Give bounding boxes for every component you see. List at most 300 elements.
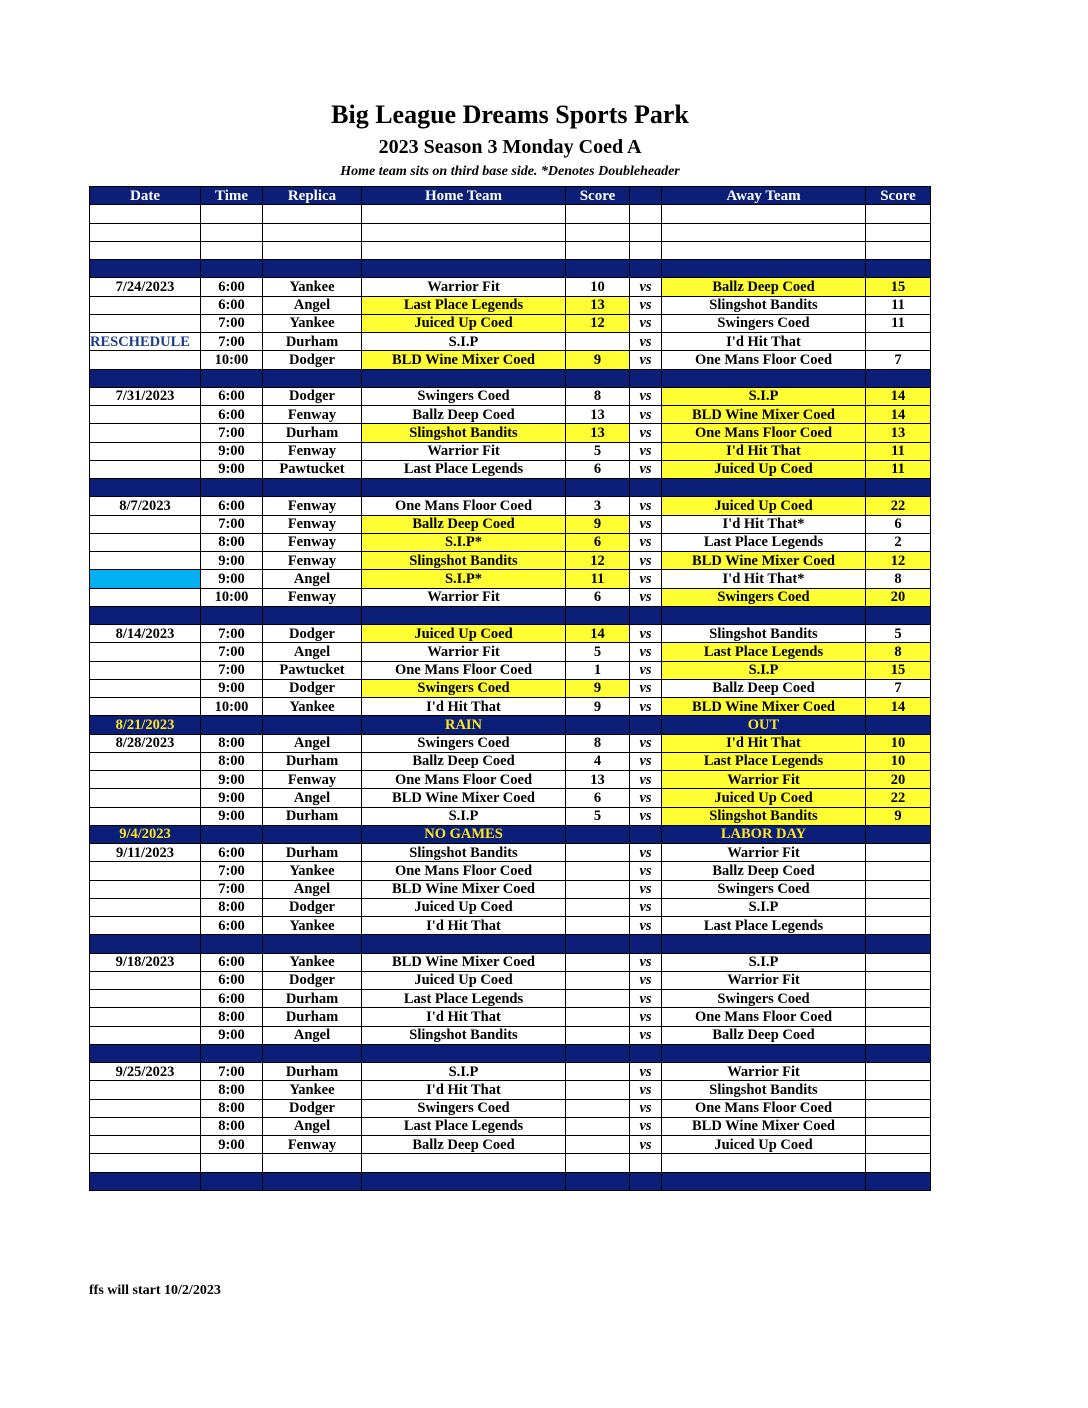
home-team-cell: Ballz Deep Coed (362, 515, 566, 533)
game-row (90, 570, 931, 588)
vs-cell: vs (630, 1026, 662, 1044)
away-score-cell: 8 (866, 643, 931, 661)
replica-cell: Dodger (263, 1099, 362, 1117)
home-team-cell: S.I.P* (362, 570, 566, 588)
away-team-cell: S.I.P (662, 387, 866, 405)
vs-cell: vs (630, 661, 662, 679)
home-score-cell (566, 1008, 630, 1026)
banner-away: OUT (662, 716, 866, 734)
away-score-cell (866, 1026, 931, 1044)
home-score-cell: 5 (566, 643, 630, 661)
away-score-cell (866, 953, 931, 971)
away-score-cell (866, 1117, 931, 1135)
empty-cell (866, 825, 931, 843)
game-row (90, 351, 931, 369)
week-separator-row (90, 606, 931, 624)
empty-cell (630, 260, 662, 278)
vs-cell: vs (630, 1136, 662, 1154)
empty-cell (90, 369, 201, 387)
home-score-cell: 11 (566, 570, 630, 588)
empty-cell (662, 369, 866, 387)
away-score-cell: 7 (866, 351, 931, 369)
game-row (90, 953, 931, 971)
home-team-cell: BLD Wine Mixer Coed (362, 953, 566, 971)
away-team-cell: Last Place Legends (662, 752, 866, 770)
away-score-cell (866, 1081, 931, 1099)
date-cell: 9/18/2023 (90, 953, 201, 971)
vs-cell: vs (630, 807, 662, 825)
empty-cell (662, 223, 866, 241)
time-cell: 7:00 (201, 625, 263, 643)
empty-cell (866, 223, 931, 241)
away-score-cell (866, 844, 931, 862)
away-team-cell: One Mans Floor Coed (662, 1099, 866, 1117)
game-row (90, 752, 931, 770)
vs-cell: vs (630, 570, 662, 588)
vs-cell: vs (630, 442, 662, 460)
page-title: Big League Dreams Sports Park (331, 100, 689, 129)
date-cell (90, 1136, 201, 1154)
away-score-cell (866, 898, 931, 916)
home-team-cell: One Mans Floor Coed (362, 862, 566, 880)
home-score-cell: 6 (566, 533, 630, 551)
away-team-cell: Swingers Coed (662, 588, 866, 606)
home-score-cell: 6 (566, 460, 630, 478)
vs-cell: vs (630, 789, 662, 807)
vs-cell: vs (630, 588, 662, 606)
home-score-cell: 9 (566, 679, 630, 697)
home-team-cell: S.I.P (362, 1063, 566, 1081)
home-team-cell: Warrior Fit (362, 442, 566, 460)
game-row (90, 1099, 931, 1117)
home-team-cell: One Mans Floor Coed (362, 497, 566, 515)
replica-cell: Yankee (263, 917, 362, 935)
blank-row (90, 1154, 931, 1172)
empty-cell (866, 606, 931, 624)
home-team-cell: S.I.P (362, 333, 566, 351)
away-score-cell: 15 (866, 278, 931, 296)
vs-cell: vs (630, 314, 662, 332)
home-score-cell: 9 (566, 698, 630, 716)
home-team-cell: Slingshot Bandits (362, 424, 566, 442)
banner-date: 8/21/2023 (90, 716, 201, 734)
replica-cell: Dodger (263, 351, 362, 369)
time-cell: 10:00 (201, 351, 263, 369)
replica-cell: Fenway (263, 588, 362, 606)
vs-cell: vs (630, 771, 662, 789)
away-team-cell: Slingshot Bandits (662, 807, 866, 825)
date-cell (90, 990, 201, 1008)
away-score-cell: 10 (866, 734, 931, 752)
away-score-cell: 11 (866, 296, 931, 314)
home-team-cell: Juiced Up Coed (362, 625, 566, 643)
replica-cell: Yankee (263, 278, 362, 296)
date-cell: 9/25/2023 (90, 1063, 201, 1081)
game-row (90, 442, 931, 460)
home-team-cell: One Mans Floor Coed (362, 661, 566, 679)
empty-cell (90, 241, 201, 259)
away-team-cell: One Mans Floor Coed (662, 424, 866, 442)
date-cell: 8/28/2023 (90, 734, 201, 752)
blank-row (90, 241, 931, 259)
header-replica: Replica (263, 187, 362, 205)
home-score-cell: 12 (566, 552, 630, 570)
header-away-score: Score (866, 187, 931, 205)
home-score-cell (566, 333, 630, 351)
home-team-cell: Last Place Legends (362, 990, 566, 1008)
empty-cell (263, 205, 362, 223)
date-cell (90, 296, 201, 314)
away-team-cell: Swingers Coed (662, 990, 866, 1008)
empty-cell (630, 369, 662, 387)
blank-row (90, 205, 931, 223)
empty-cell (566, 825, 630, 843)
vs-cell: vs (630, 880, 662, 898)
game-row (90, 296, 931, 314)
date-cell (90, 1026, 201, 1044)
home-score-cell: 9 (566, 515, 630, 533)
home-score-cell: 8 (566, 387, 630, 405)
away-team-cell: Warrior Fit (662, 1063, 866, 1081)
time-cell: 7:00 (201, 424, 263, 442)
away-score-cell: 15 (866, 661, 931, 679)
game-row (90, 1026, 931, 1044)
empty-cell (362, 606, 566, 624)
away-score-cell (866, 1099, 931, 1117)
replica-cell: Fenway (263, 515, 362, 533)
empty-cell (362, 1044, 566, 1062)
game-row (90, 1008, 931, 1026)
empty-cell (90, 260, 201, 278)
away-score-cell: 11 (866, 442, 931, 460)
empty-cell (566, 606, 630, 624)
home-team-cell: Last Place Legends (362, 296, 566, 314)
home-team-cell: Last Place Legends (362, 1117, 566, 1135)
empty-cell (201, 223, 263, 241)
empty-cell (362, 260, 566, 278)
away-team-cell: Slingshot Bandits (662, 296, 866, 314)
time-cell: 6:00 (201, 844, 263, 862)
date-cell: 7/24/2023 (90, 278, 201, 296)
replica-cell: Durham (263, 424, 362, 442)
away-score-cell: 9 (866, 807, 931, 825)
empty-cell (201, 260, 263, 278)
time-cell: 7:00 (201, 314, 263, 332)
empty-cell (201, 241, 263, 259)
time-cell: 9:00 (201, 771, 263, 789)
game-row (90, 460, 931, 478)
empty-cell (263, 716, 362, 734)
game-row (90, 515, 931, 533)
empty-cell (90, 479, 201, 497)
away-team-cell: Warrior Fit (662, 771, 866, 789)
away-team-cell: Juiced Up Coed (662, 789, 866, 807)
replica-cell: Durham (263, 333, 362, 351)
date-cell (90, 880, 201, 898)
time-cell: 7:00 (201, 661, 263, 679)
home-score-cell: 12 (566, 314, 630, 332)
date-cell (90, 643, 201, 661)
empty-cell (201, 1044, 263, 1062)
date-cell (90, 460, 201, 478)
home-score-cell (566, 1136, 630, 1154)
away-team-cell: I'd Hit That (662, 333, 866, 351)
empty-cell (630, 825, 662, 843)
date-cell (90, 917, 201, 935)
empty-cell (90, 1172, 201, 1190)
home-team-cell: Warrior Fit (362, 643, 566, 661)
home-team-cell: Swingers Coed (362, 734, 566, 752)
date-cell (90, 424, 201, 442)
away-score-cell: 2 (866, 533, 931, 551)
replica-cell: Yankee (263, 698, 362, 716)
date-cell (90, 570, 201, 588)
game-row (90, 990, 931, 1008)
time-cell: 9:00 (201, 789, 263, 807)
away-team-cell: Juiced Up Coed (662, 497, 866, 515)
vs-cell: vs (630, 898, 662, 916)
date-cell (90, 661, 201, 679)
date-cell (90, 862, 201, 880)
empty-cell (263, 223, 362, 241)
away-team-cell: Slingshot Bandits (662, 1081, 866, 1099)
away-score-cell: 20 (866, 588, 931, 606)
home-team-cell: Slingshot Bandits (362, 1026, 566, 1044)
time-cell: 6:00 (201, 278, 263, 296)
empty-cell (662, 205, 866, 223)
away-score-cell (866, 1008, 931, 1026)
time-cell: 8:00 (201, 1099, 263, 1117)
header-row (90, 187, 931, 205)
empty-cell (201, 716, 263, 734)
empty-cell (263, 260, 362, 278)
empty-cell (662, 479, 866, 497)
home-score-cell (566, 953, 630, 971)
away-team-cell: Swingers Coed (662, 314, 866, 332)
replica-cell: Durham (263, 752, 362, 770)
home-team-cell: BLD Wine Mixer Coed (362, 789, 566, 807)
date-cell (90, 314, 201, 332)
time-cell: 6:00 (201, 990, 263, 1008)
home-score-cell: 8 (566, 734, 630, 752)
week-separator-row (90, 935, 931, 953)
week-separator-row (90, 369, 931, 387)
home-team-cell: Juiced Up Coed (362, 971, 566, 989)
replica-cell: Fenway (263, 533, 362, 551)
vs-cell: vs (630, 752, 662, 770)
schedule-note: Home team sits on third base side. *Denotes Doubleheader (340, 164, 680, 179)
empty-cell (90, 1154, 201, 1172)
empty-cell (866, 716, 931, 734)
time-cell: 10:00 (201, 698, 263, 716)
home-team-cell: Slingshot Bandits (362, 552, 566, 570)
home-team-cell: S.I.P* (362, 533, 566, 551)
replica-cell: Dodger (263, 898, 362, 916)
empty-cell (201, 825, 263, 843)
empty-cell (630, 1044, 662, 1062)
time-cell: 9:00 (201, 1026, 263, 1044)
date-cell (90, 552, 201, 570)
empty-cell (662, 606, 866, 624)
time-cell: 9:00 (201, 442, 263, 460)
empty-cell (362, 1172, 566, 1190)
home-team-cell: Swingers Coed (362, 1099, 566, 1117)
empty-cell (263, 241, 362, 259)
schedule-body (90, 205, 931, 1191)
vs-cell: vs (630, 406, 662, 424)
game-row (90, 880, 931, 898)
game-row (90, 807, 931, 825)
replica-cell: Pawtucket (263, 661, 362, 679)
empty-cell (566, 716, 630, 734)
away-team-cell: BLD Wine Mixer Coed (662, 1117, 866, 1135)
home-score-cell: 13 (566, 406, 630, 424)
date-cell (90, 789, 201, 807)
empty-cell (566, 479, 630, 497)
vs-cell: vs (630, 679, 662, 697)
home-score-cell (566, 971, 630, 989)
empty-cell (201, 1172, 263, 1190)
date-cell (90, 588, 201, 606)
empty-cell (866, 935, 931, 953)
home-score-cell: 6 (566, 789, 630, 807)
home-score-cell (566, 844, 630, 862)
time-cell: 7:00 (201, 643, 263, 661)
away-score-cell: 5 (866, 625, 931, 643)
empty-cell (201, 1154, 263, 1172)
vs-cell: vs (630, 971, 662, 989)
time-cell: 8:00 (201, 898, 263, 916)
empty-cell (630, 716, 662, 734)
time-cell: 6:00 (201, 971, 263, 989)
empty-cell (566, 260, 630, 278)
date-cell: 7/31/2023 (90, 387, 201, 405)
away-team-cell: One Mans Floor Coed (662, 351, 866, 369)
vs-cell: vs (630, 643, 662, 661)
empty-cell (866, 241, 931, 259)
vs-cell: vs (630, 1099, 662, 1117)
date-cell: 8/7/2023 (90, 497, 201, 515)
replica-cell: Durham (263, 1008, 362, 1026)
empty-cell (630, 223, 662, 241)
game-row (90, 789, 931, 807)
home-team-cell: Warrior Fit (362, 588, 566, 606)
empty-cell (630, 606, 662, 624)
vs-cell: vs (630, 1008, 662, 1026)
week-separator-row (90, 1172, 931, 1190)
away-score-cell: 10 (866, 752, 931, 770)
empty-cell (90, 935, 201, 953)
home-score-cell: 10 (566, 278, 630, 296)
date-cell (90, 442, 201, 460)
header-home-team: Home Team (362, 187, 566, 205)
game-row (90, 1117, 931, 1135)
week-separator-row (90, 260, 931, 278)
empty-cell (566, 1154, 630, 1172)
time-cell: 8:00 (201, 734, 263, 752)
empty-cell (630, 1172, 662, 1190)
banner-home: RAIN (362, 716, 566, 734)
replica-cell: Yankee (263, 953, 362, 971)
time-cell: 9:00 (201, 679, 263, 697)
header-date: Date (90, 187, 201, 205)
empty-cell (263, 606, 362, 624)
empty-cell (630, 935, 662, 953)
replica-cell: Yankee (263, 314, 362, 332)
away-score-cell (866, 917, 931, 935)
vs-cell: vs (630, 296, 662, 314)
game-row (90, 625, 931, 643)
replica-cell: Angel (263, 1117, 362, 1135)
home-team-cell: S.I.P (362, 807, 566, 825)
week-separator-row (90, 479, 931, 497)
game-row (90, 1081, 931, 1099)
empty-cell (362, 369, 566, 387)
replica-cell: Fenway (263, 1136, 362, 1154)
away-score-cell (866, 880, 931, 898)
empty-cell (263, 1172, 362, 1190)
away-score-cell: 13 (866, 424, 931, 442)
home-team-cell: Swingers Coed (362, 387, 566, 405)
empty-cell (263, 1154, 362, 1172)
empty-cell (263, 935, 362, 953)
away-score-cell: 11 (866, 314, 931, 332)
away-score-cell: 11 (866, 460, 931, 478)
time-cell: 6:00 (201, 387, 263, 405)
empty-cell (662, 935, 866, 953)
week-separator-row (90, 1044, 931, 1062)
empty-cell (90, 205, 201, 223)
empty-cell (566, 1044, 630, 1062)
vs-cell: vs (630, 698, 662, 716)
away-score-cell (866, 971, 931, 989)
home-team-cell: I'd Hit That (362, 1081, 566, 1099)
replica-cell: Durham (263, 1063, 362, 1081)
time-cell: 6:00 (201, 953, 263, 971)
vs-cell: vs (630, 424, 662, 442)
blank-row (90, 223, 931, 241)
date-cell (90, 406, 201, 424)
vs-cell: vs (630, 333, 662, 351)
empty-cell (662, 1154, 866, 1172)
empty-cell (201, 606, 263, 624)
home-team-cell: Ballz Deep Coed (362, 752, 566, 770)
away-team-cell: Ballz Deep Coed (662, 862, 866, 880)
date-cell (90, 898, 201, 916)
empty-cell (630, 479, 662, 497)
empty-cell (662, 1172, 866, 1190)
game-row (90, 661, 931, 679)
away-team-cell: S.I.P (662, 661, 866, 679)
empty-cell (866, 205, 931, 223)
vs-cell: vs (630, 1081, 662, 1099)
date-cell (90, 807, 201, 825)
home-team-cell: Ballz Deep Coed (362, 1136, 566, 1154)
empty-cell (90, 606, 201, 624)
time-cell: 9:00 (201, 1136, 263, 1154)
home-team-cell: Warrior Fit (362, 278, 566, 296)
vs-cell: vs (630, 1063, 662, 1081)
game-row (90, 971, 931, 989)
time-cell: 6:00 (201, 406, 263, 424)
empty-cell (566, 241, 630, 259)
empty-cell (662, 1044, 866, 1062)
home-score-cell: 14 (566, 625, 630, 643)
vs-cell: vs (630, 351, 662, 369)
away-score-cell (866, 862, 931, 880)
empty-cell (866, 1044, 931, 1062)
home-score-cell: 6 (566, 588, 630, 606)
